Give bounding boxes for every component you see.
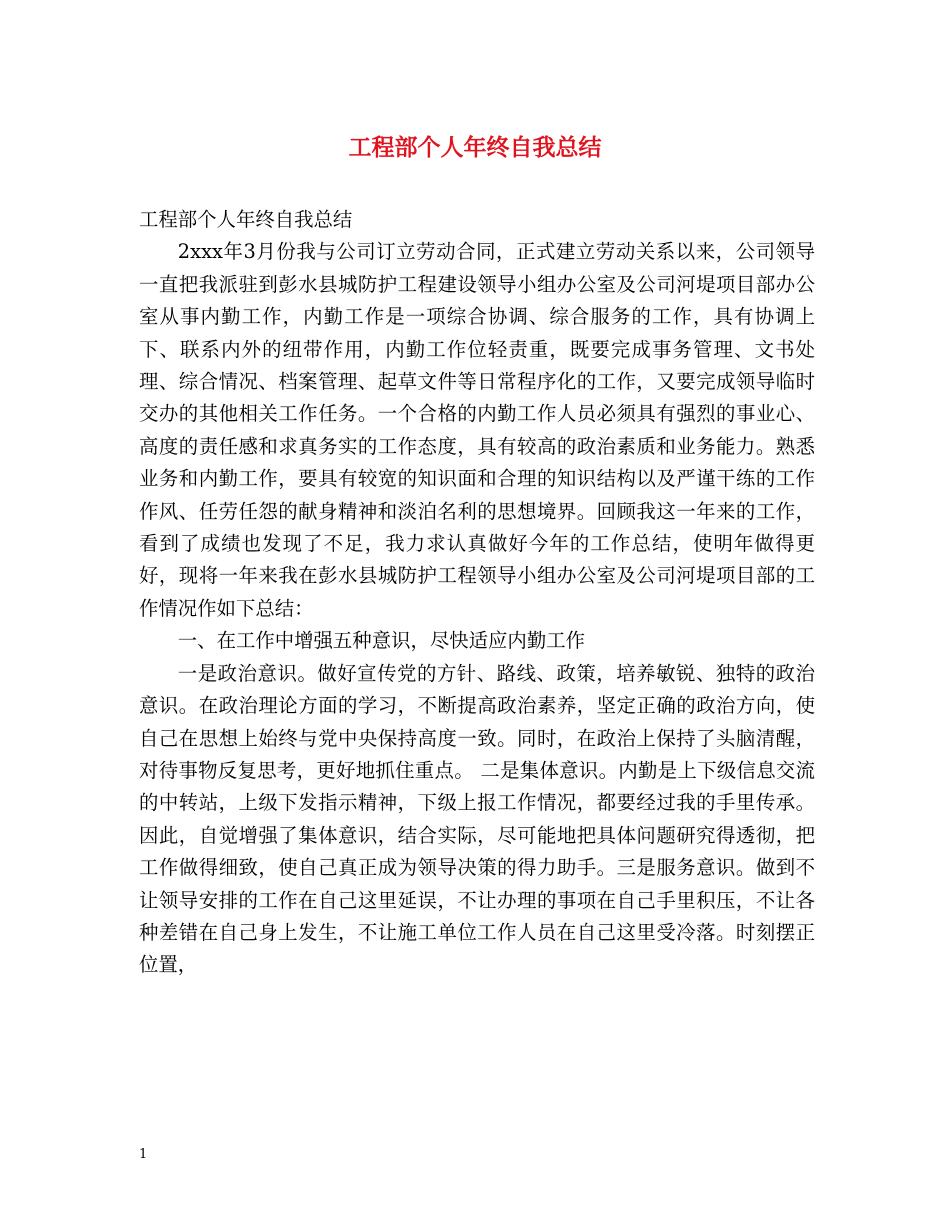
document-title: 工程部个人年终自我总结 <box>348 134 602 161</box>
page-number: 1 <box>139 1147 148 1162</box>
paragraph-heading: 工程部个人年终自我总结 <box>139 208 353 231</box>
paragraph-awareness: 一是政治意识。做好宣传党的方针、路线、政策，培养敏锐、独特的政治意识。在政治理论方面的学习，不断提高政治素养，坚定正确的政治方向，使自己在思想上始终与党中央保持高度一致。同时，在政治上保持了头脑清醒，对待事物反复思考，更好地抓住重点。 二是集体意识。内勤是上下级信息交流的中转站，上级下发指示精神，下级上报工作情况，都要经过我的手里传承。因此，自觉增强了集体意识，结合实际，尽可能地把具体问题研究得透彻，把工作做得细致，使自己真正成为领导决策的得力助手。三是服务意识。做到不让领导安排的工作在自己这里延误，不让办理的事项在自己手里积压，不让各种差错在自己身上发生，不让施工单位工作人员在自己这里受冷落。时刻摆正位置， <box>139 661 815 977</box>
paragraph-intro: 2xxx年3月份我与公司订立劳动合同，正式建立劳动关系以来，公司领导一直把我派驻到彭水县城防护工程建设领导小组办公室及公司河堤项目部办公室从事内勤工作，内勤工作是一项综合协调、综合服务的工作，具有协调上下、联系内外的纽带作用，内勤工作位轻责重，既要完成事务管理、文书处理、综合情况、档案管理、起草文件等日常程序化的工作，又要完成领导临时交办的其他相关工作任务。一个合格的内勤工作人员必须具有强烈的事业心、高度的责任感和求真务实的工作态度，具有较高的政治素质和业务能力。熟悉业务和内勤工作，要具有较宽的知识面和合理的知识结构以及严谨干练的工作作风、任劳任怨的献身精神和淡泊名利的思想境界。回顾我这一年来的工作，看到了成绩也发现了不足，我力求认真做好今年的工作总结，使明年做得更好，现将一年来我在彭水县城防护工程领导小组办公室及公司河堤项目部的工作情况作如下总结： <box>139 240 815 620</box>
document-body <box>139 204 815 982</box>
section-heading: 一、在工作中增强五种意识，尽快适应内勤工作 <box>177 629 585 653</box>
